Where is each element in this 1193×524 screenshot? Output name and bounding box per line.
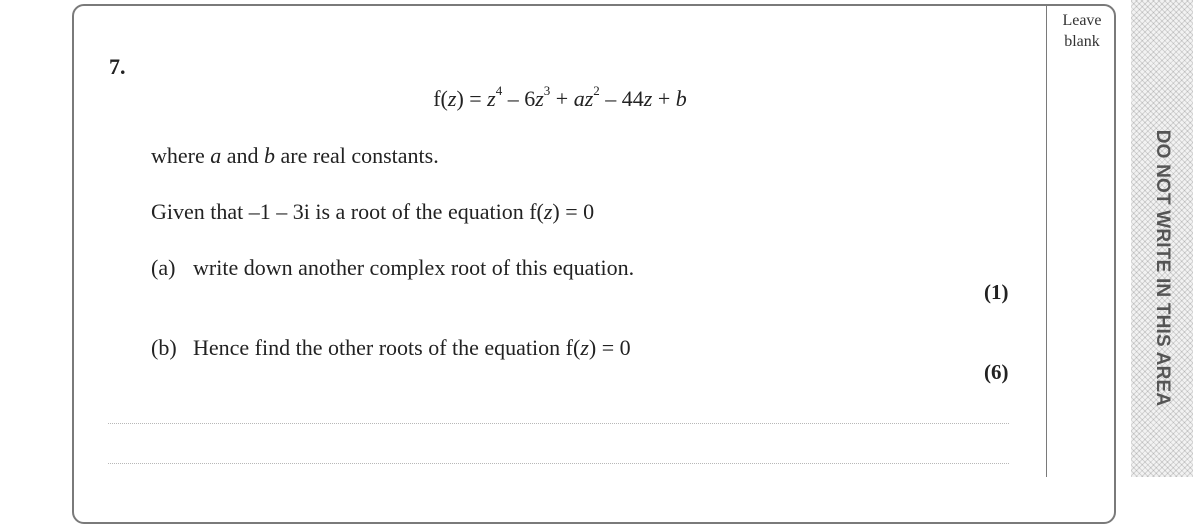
eq-term3: + — [550, 86, 574, 111]
part-a-label: (a) — [151, 255, 176, 280]
part-b-text-pre: Hence find the other roots of the equation f( — [193, 335, 581, 360]
leave-blank-line2: blank — [1064, 33, 1100, 50]
eq-term1-var: z — [487, 86, 496, 111]
eq-term5: + — [652, 86, 676, 111]
part-b-label: (b) — [151, 335, 177, 360]
part-b-marks: (6) — [984, 360, 1009, 384]
eq-term1-exp: 4 — [495, 83, 503, 98]
eq-term5-b: b — [675, 86, 687, 111]
answer-line[interactable] — [108, 423, 1009, 424]
eq-f-label: f( — [433, 86, 448, 111]
eq-term2: – 6 — [502, 86, 536, 111]
eq-term3-a: a — [573, 86, 585, 111]
leave-blank-line1: Leave — [1062, 12, 1102, 29]
where-a: a — [210, 143, 222, 168]
where-pre: where — [151, 143, 211, 168]
part-a-text: write down another complex root of this equation. — [193, 255, 635, 280]
eq-term3-var: z — [584, 86, 594, 111]
eq-term2-var: z — [535, 86, 544, 111]
given-pre: Given that –1 – 3i is a root of the equation f( — [151, 199, 544, 224]
part-a — [151, 255, 634, 281]
where-post: are real constants. — [275, 143, 439, 168]
where-line — [151, 143, 439, 169]
eq-var: z — [447, 86, 457, 111]
given-line — [151, 199, 594, 225]
given-post: ) = 0 — [552, 199, 595, 224]
do-not-write-label: DO NOT WRITE IN THIS AREA — [1152, 129, 1173, 407]
part-b-var: z — [580, 335, 589, 360]
eq-term4-var: z — [643, 86, 653, 111]
eq-term4: – 44 — [599, 86, 644, 111]
eq-term3-exp: 2 — [593, 83, 600, 98]
function-equation — [0, 83, 1120, 112]
eq-term2-exp: 3 — [543, 83, 551, 98]
eq-close: ) = — [456, 86, 488, 111]
question-number: 7. — [109, 54, 126, 79]
answer-line[interactable] — [108, 463, 1009, 464]
where-mid: and — [221, 143, 265, 168]
leave-blank-divider — [1046, 6, 1047, 477]
given-var: z — [543, 199, 553, 224]
part-a-marks: (1) — [984, 280, 1009, 304]
part-b — [151, 335, 631, 361]
where-b: b — [264, 143, 276, 168]
leave-blank-label — [1050, 10, 1114, 52]
part-b-text-post: ) = 0 — [588, 335, 631, 360]
